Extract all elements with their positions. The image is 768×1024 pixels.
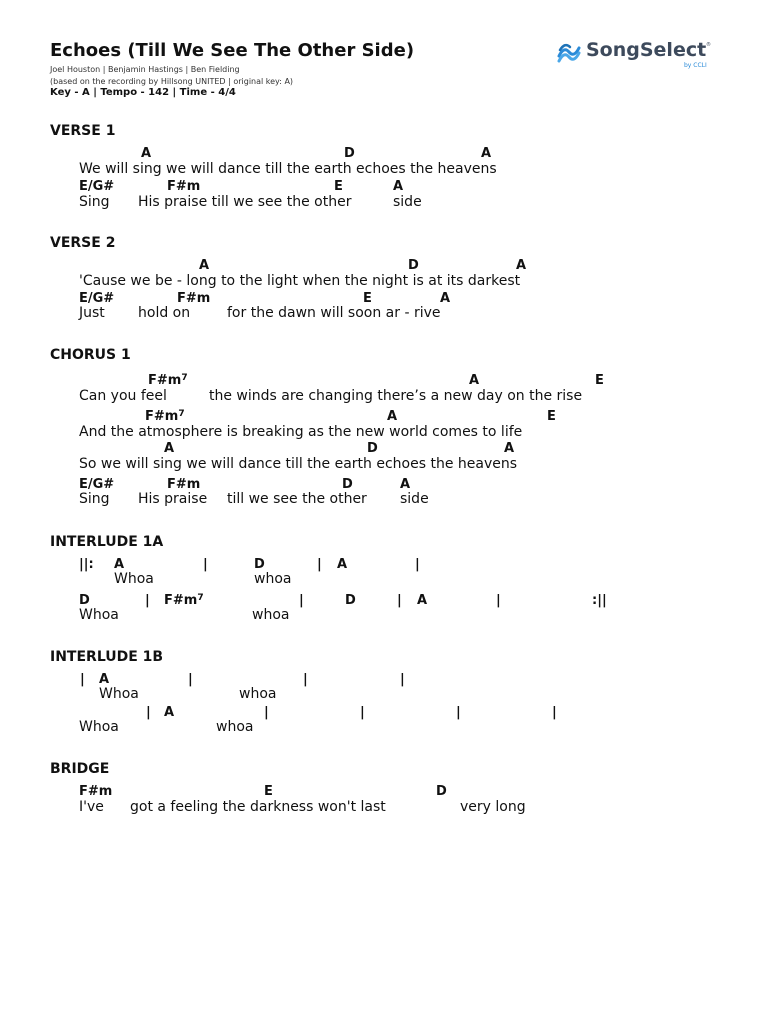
section-heading: INTERLUDE 1B xyxy=(50,649,164,665)
chord-root: F#m xyxy=(164,593,198,608)
lyric-segment: whoa xyxy=(239,686,277,702)
chord-root: F#m xyxy=(148,373,182,388)
barline: | xyxy=(317,557,322,572)
lyric-segment: Sing xyxy=(79,194,110,210)
lyric-segment: Whoa xyxy=(114,571,154,587)
barline: | xyxy=(397,593,402,608)
section-heading: VERSE 2 xyxy=(50,235,116,251)
lyric-line: And the atmosphere is breaking as the new world comes to life xyxy=(79,424,523,440)
section-heading: CHORUS 1 xyxy=(50,347,131,363)
chord: A xyxy=(417,593,428,608)
songselect-logo xyxy=(556,40,716,74)
lyric-line: So we will sing we will dance till the earth echoes the heavens xyxy=(79,456,518,472)
barline: | xyxy=(203,557,208,572)
chord: E/G# xyxy=(79,477,115,492)
chord-extension: 7 xyxy=(178,409,185,419)
barline: | xyxy=(299,593,304,608)
chord xyxy=(164,594,204,607)
chord: F#m xyxy=(167,179,201,194)
repeat-start-barline: ||: xyxy=(79,557,94,572)
lyric-line: 'Cause we be - long to the light when the night is at its darkest xyxy=(79,273,521,289)
chord: A xyxy=(504,441,515,456)
section-heading: VERSE 1 xyxy=(50,123,116,139)
song-title: Echoes (Till We See The Other Side) xyxy=(50,40,415,61)
chord-extension: 7 xyxy=(197,593,204,603)
lyric-segment: whoa xyxy=(252,607,290,623)
lyric-segment: Whoa xyxy=(79,607,119,623)
logo-trademark: ® xyxy=(706,42,711,48)
chord: E/G# xyxy=(79,179,115,194)
chord: A xyxy=(164,705,175,720)
chord: A xyxy=(469,373,480,388)
chord: E xyxy=(264,784,273,799)
barline: | xyxy=(456,705,461,720)
chord: F#m xyxy=(79,784,113,799)
chord: A xyxy=(337,557,348,572)
chord-root: F#m xyxy=(145,409,179,424)
lyric-segment: His praise till we see the other xyxy=(138,194,352,210)
chord: D xyxy=(345,593,356,608)
barline: | xyxy=(496,593,501,608)
chord-extension: 7 xyxy=(181,373,188,383)
songselect-wave-icon xyxy=(556,40,582,66)
barline: | xyxy=(188,672,193,687)
lyric-segment: Whoa xyxy=(99,686,139,702)
key-tempo-time: Key - A | Tempo - 142 | Time - 4/4 xyxy=(50,87,236,98)
chord: E xyxy=(547,409,556,424)
chord: A xyxy=(99,672,110,687)
barline: | xyxy=(146,705,151,720)
chord: A xyxy=(164,441,175,456)
lyric-segment: got a feeling the darkness won't last xyxy=(130,799,386,815)
lyric-segment: side xyxy=(400,491,429,507)
section-heading: BRIDGE xyxy=(50,761,110,777)
chord: A xyxy=(387,409,398,424)
chord: A xyxy=(400,477,411,492)
lyric-segment: whoa xyxy=(216,719,254,735)
lyric-segment: very long xyxy=(460,799,526,815)
chord: A xyxy=(393,179,404,194)
chord: D xyxy=(342,477,353,492)
lyric-segment: Can you feel xyxy=(79,388,167,404)
chord: F#m xyxy=(177,291,211,306)
barline: | xyxy=(145,593,150,608)
barline: | xyxy=(552,705,557,720)
lyric-segment: side xyxy=(393,194,422,210)
chord: D xyxy=(367,441,378,456)
chord: D xyxy=(436,784,447,799)
barline: | xyxy=(303,672,308,687)
chord: E xyxy=(334,179,343,194)
section-heading: INTERLUDE 1A xyxy=(50,534,164,550)
chord: A xyxy=(481,146,492,161)
repeat-end-barline: :|| xyxy=(592,593,607,608)
lyric-segment: Sing xyxy=(79,491,110,507)
chord: E xyxy=(595,373,604,388)
chord: E xyxy=(363,291,372,306)
barline: | xyxy=(80,672,85,687)
lyric-segment: I've xyxy=(79,799,104,815)
barline: | xyxy=(360,705,365,720)
chord: A xyxy=(114,557,125,572)
chord: F#m xyxy=(167,477,201,492)
lyric-segment: the winds are changing there’s a new day on the rise xyxy=(209,388,583,404)
chord xyxy=(148,374,188,387)
chord: A xyxy=(199,258,210,273)
lyric-segment: Just xyxy=(79,305,105,321)
chord: D xyxy=(408,258,419,273)
barline: | xyxy=(400,672,405,687)
chord xyxy=(145,410,185,423)
lyric-segment: Whoa xyxy=(79,719,119,735)
chord: A xyxy=(440,291,451,306)
chord: A xyxy=(516,258,527,273)
lyric-segment: whoa xyxy=(254,571,292,587)
barline: | xyxy=(264,705,269,720)
recording-note: (based on the recording by Hillsong UNITED | original key: A) xyxy=(50,77,294,86)
lyric-segment: for the dawn will soon ar - rive xyxy=(227,305,441,321)
chord: E/G# xyxy=(79,291,115,306)
chord: A xyxy=(141,146,152,161)
lyric-segment: hold on xyxy=(138,305,191,321)
chord: D xyxy=(344,146,355,161)
lyric-segment: till we see the other xyxy=(227,491,367,507)
logo-wordmark: SongSelect xyxy=(586,39,707,61)
chord: D xyxy=(254,557,265,572)
lyric-segment: His praise xyxy=(138,491,208,507)
logo-byline: by CCLI xyxy=(684,62,707,69)
song-authors: Joel Houston | Benjamin Hastings | Ben Fielding xyxy=(50,65,240,74)
chord: D xyxy=(79,593,90,608)
barline: | xyxy=(415,557,420,572)
lyric-line: We will sing we will dance till the earth echoes the heavens xyxy=(79,161,497,177)
